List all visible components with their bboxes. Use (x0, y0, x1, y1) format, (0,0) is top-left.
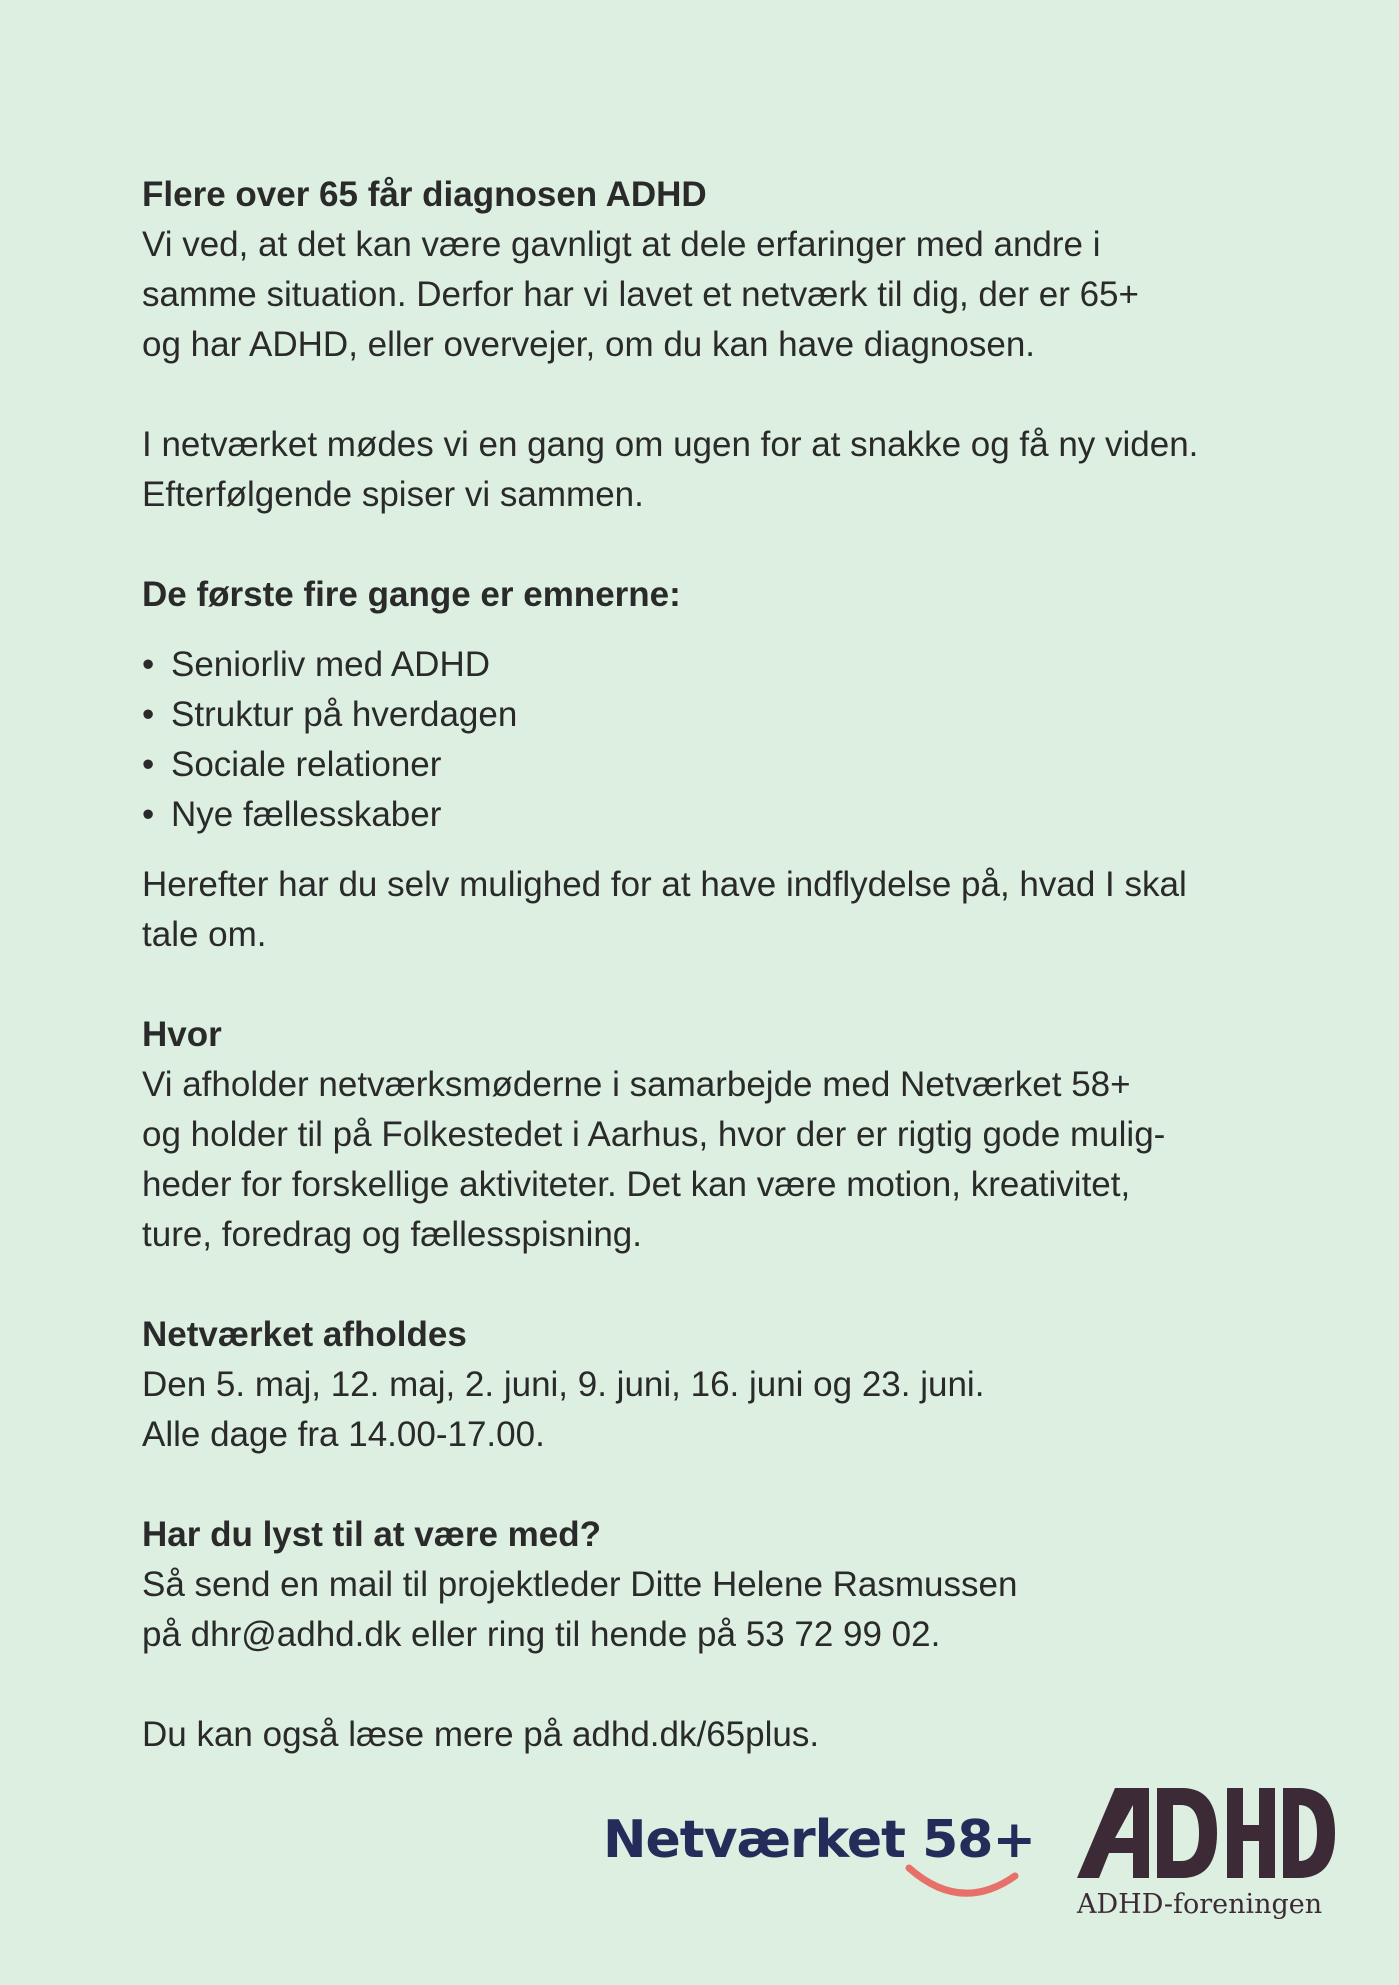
where-line: heder for forskellige aktiviteter. Det kan være motion, kreativitet, (142, 1165, 1131, 1204)
meeting-line: Efterfølgende spiser vi sammen. (142, 475, 644, 514)
adhd-logo-mark-text: ADHD (1077, 1783, 1080, 1784)
topics-heading: De første fire gange er emnerne: (142, 575, 681, 614)
dates-line: Den 5. maj, 12. maj, 2. juni, 9. juni, 16. juni og 23. juni. (142, 1365, 985, 1404)
where-line: ture, foredrag og fællesspisning. (142, 1215, 642, 1254)
topics-list (142, 640, 1272, 840)
list-item: • Nye fællesskaber (142, 790, 1272, 840)
adhd-foreningen-name: ADHD-foreningen (1077, 1889, 1323, 1920)
list-item: • Struktur på hverdagen (142, 690, 1272, 740)
where-line: Vi afholder netværksmøderne i samarbejde med Netværket 58+ (142, 1065, 1131, 1104)
signup-heading: Har du lyst til at være med? (142, 1515, 602, 1554)
bullet: • (142, 645, 155, 684)
dates-heading: Netværket afholdes (142, 1315, 467, 1354)
intro-line: og har ADHD, eller overvejer, om du kan have diagnosen. (142, 325, 1036, 364)
topics-after-line: tale om. (142, 915, 267, 954)
adhd-foreningen-logo (1077, 1783, 1337, 1923)
list-item: • Sociale relationer (142, 740, 1272, 790)
flyer-content (142, 170, 1272, 1760)
dates-line: Alle dage fra 14.00-17.00. (142, 1415, 545, 1454)
netvaerket-58-logo (603, 1808, 1036, 1913)
signup-line: på dhr@adhd.dk eller ring til hende på 53 72 99 02. (142, 1615, 941, 1654)
intro-heading: Flere over 65 får diagnosen ADHD (142, 175, 707, 214)
list-item: • Seniorliv med ADHD (142, 640, 1272, 690)
smile-icon (903, 1862, 1023, 1908)
signup-line: Så send en mail til projektleder Ditte Helene Rasmussen (142, 1565, 1018, 1604)
netvaerket-logo-text: Netværket 58+ (603, 1810, 1036, 1870)
adhd-logo-mark (1077, 1783, 1337, 1883)
meeting-line: I netværket mødes vi en gang om ugen for at snakke og få ny viden. (142, 425, 1199, 464)
intro-line: samme situation. Derfor har vi lavet et netværk til dig, der er 65+ (142, 275, 1139, 314)
bullet: • (142, 795, 155, 834)
bullet: • (142, 695, 155, 734)
where-line: og holder til på Folkestedet i Aarhus, hvor der er rigtig gode mulig- (142, 1115, 1166, 1154)
intro-line: Vi ved, at det kan være gavnligt at dele erfaringer med andre i (142, 225, 1101, 264)
topics-after-line: Herefter har du selv mulighed for at have indflydelse på, hvad I skal (142, 865, 1187, 904)
where-heading: Hvor (142, 1015, 222, 1054)
more-info: Du kan også læse mere på adhd.dk/65plus. (142, 1715, 820, 1754)
bullet: • (142, 745, 155, 784)
